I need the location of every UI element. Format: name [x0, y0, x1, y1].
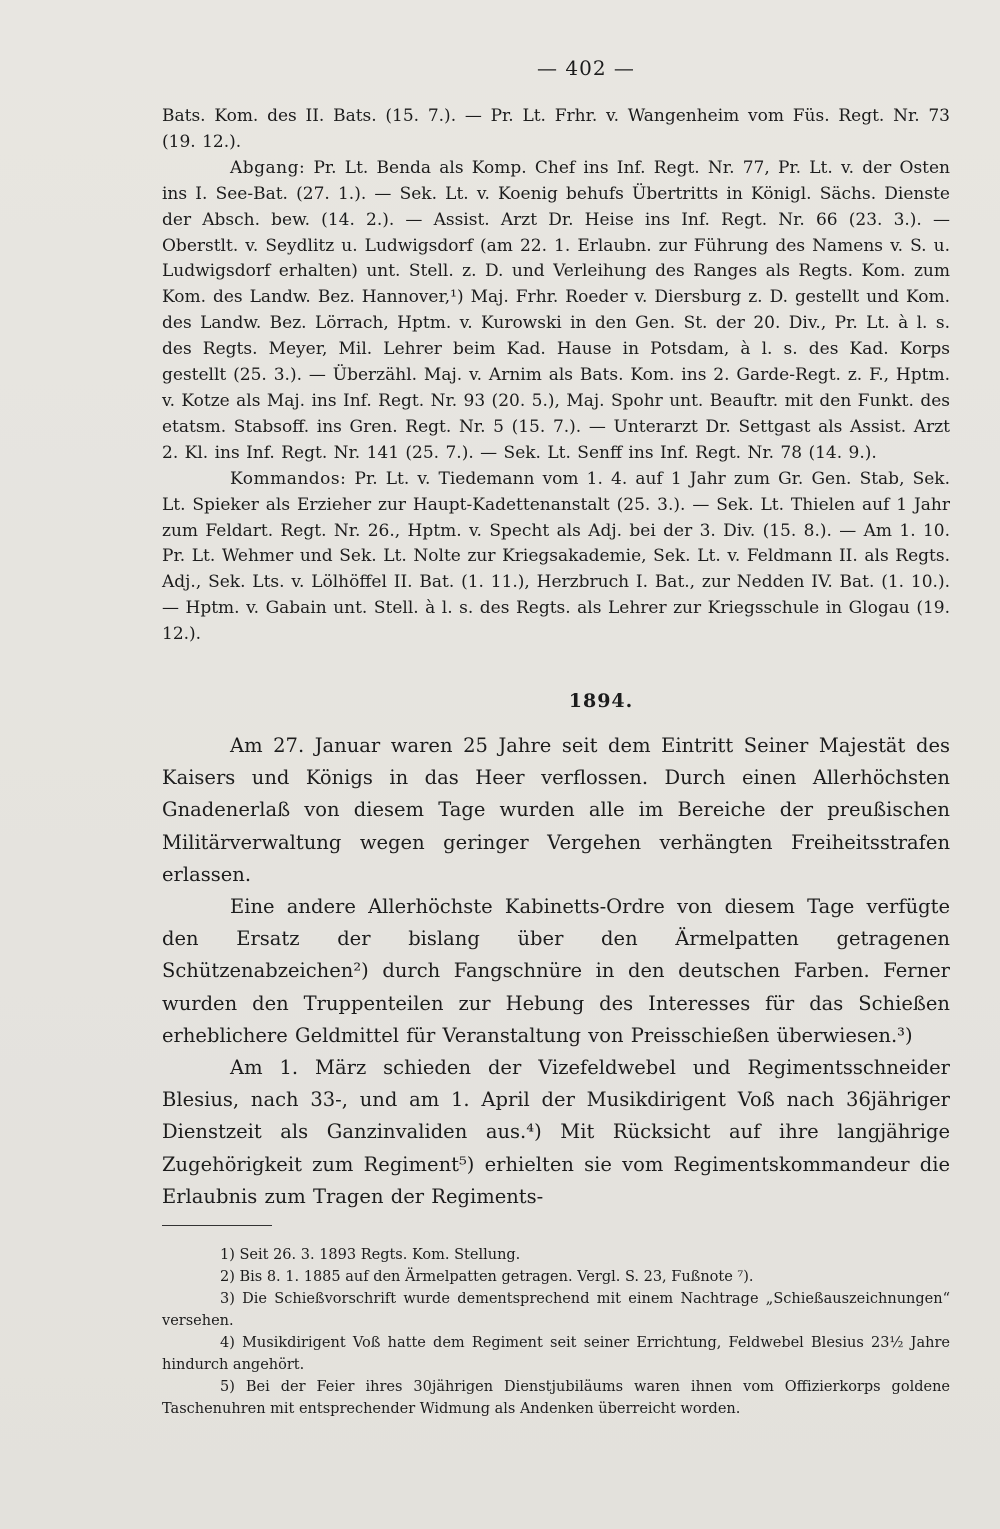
paragraph-text: Pr. Lt. v. Tiedemann vom 1. 4. auf 1 Jahr zum Gr. Gen. Stab, Sek. Lt. Spieker als Erzieher zur Haupt-Kadettenanstalt (25. 3.). — Sek. Lt. Thielen auf 1 Jahr zum Feldart. Regt. Nr. 26., Hptm. v. Specht als Adj. bei der 3. Div. (15. 8.). — Am 1. 10. Pr. Lt. Wehmer und Sek. Lt. Nolte zur Kriegsakademie, Sek. Lt. v. Feldmann II. als Regts. Adj., Sek. Lts. v. Lölhöffel II. Bat. (1. 11.), Herzbruch I. Bat., zur Nedden IV. Bat. (1. 10.). — Hptm. v. Gabain unt. Stell. à l. s. des Regts. als Lehrer zur Kriegsschule in Glogau (19. 12.).	[162, 468, 951, 645]
paragraph-lead: Abgang:	[230, 157, 306, 178]
paragraph-abgang	[162, 156, 950, 467]
paragraph-main: Eine andere Allerhöchste Kabinetts-Ordre von diesem Tage verfügte den Ersatz der bislang über den Ärmelpatten getragenen Schützenabzeichen²) durch Fangschnüre in den deutschen Farben. Ferner wurden den Truppenteilen zur Hebung des Interesses für das Schießen erheblichere Geldmittel für Veranstaltung von Preisschießen überwiesen.³)	[162, 895, 950, 1047]
footnote-divider	[162, 1225, 272, 1226]
paragraph-main: Am 27. Januar waren 25 Jahre seit dem Eintritt Seiner Majestät des Kaisers und Königs in das Heer verflossen. Durch einen Allerhöchsten Gnadenerlaß von diesem Tage wurden alle im Bereiche der preußischen Militärverwaltung wegen geringer Vergehen verhängten Freiheitsstrafen erlassen.	[162, 734, 950, 886]
footnote: 2) Bis 8. 1. 1885 auf den Ärmelpatten getragen. Vergl. S. 23, Fußnote ⁷).	[220, 1269, 754, 1286]
footnote: 3) Die Schießvorschrift wurde dementsprechend mit einem Nachtrage „Schießauszeichnungen“ versehen.	[162, 1291, 950, 1330]
footnotes	[162, 1244, 950, 1420]
footnote: 4) Musikdirigent Voß hatte dem Regiment seit seiner Errichtung, Feldwebel Blesius 23½ Jahre hindurch angehört.	[162, 1335, 950, 1374]
top-section	[162, 104, 950, 648]
year-heading: 1894.	[568, 690, 634, 713]
paragraph-continuation	[162, 104, 950, 156]
paragraph-text: Pr. Lt. Benda als Komp. Chef ins Inf. Regt. Nr. 77, Pr. Lt. v. der Osten ins I. See-Bat. (27. 1.). — Sek. Lt. v. Koenig behufs Übertritts in Königl. Sächs. Dienste der Absch. bew. (14. 2.). — Assist. Arzt Dr. Heise ins Inf. Regt. Nr. 66 (23. 3.). — Oberstlt. v. Seydlitz u. Ludwigsdorf (am 22. 1. Erlaubn. zur Führung des Namens v. S. u. Ludwigsdorf erhalten) unt. Stell. z. D. und Verleihung des Ranges als Regts. Kom. zum Kom. des Landw. Bez. Hannover,¹) Maj. Frhr. Roeder v. Diersburg z. D. gestellt und Kom. des Landw. Bez. Lörrach, Hptm. v. Kurowski in den Gen. St. der 20. Div., Pr. Lt. à l. s. des Regts. Meyer, Mil. Lehrer beim Kad. Hause in Potsdam, à l. s. des Kad. Korps gestellt (25. 3.). — Überzähl. Maj. v. Arnim als Bats. Kom. ins 2. Garde-Regt. z. F., Hptm. v. Kotze als Maj. ins Inf. Regt. Nr. 93 (20. 5.), Maj. Spohr unt. Beauftr. mit den Funkt. des etatsm. Stabsoff. ins Gren. Regt. Nr. 5 (15. 7.). — Unterarzt Dr. Settgast als Assist. Arzt 2. Kl. ins Inf. Regt. Nr. 141 (25. 7.). — Sek. Lt. Senff ins Inf. Regt. Nr. 78 (14. 9.).	[162, 157, 951, 463]
page-number: — 402 —	[537, 56, 635, 80]
main-section	[162, 730, 950, 1213]
paragraph-main: Am 1. März schieden der Vizefeldwebel und Regimentsschneider Blesius, nach 33-, und am 1. April der Musikdirigent Voß nach 36jähriger Dienstzeit als Ganzinvaliden aus.⁴) Mit Rücksicht auf ihre langjährige Zugehörigkeit zum Regiment⁵) erhielten sie vom Regimentskommandeur die Erlaubnis zum Tragen der Regiments-	[162, 1056, 950, 1208]
footnote: 5) Bei der Feier ihres 30jährigen Dienstjubiläums waren ihnen vom Offizierkorps goldene Taschenuhren mit entsprechender Widmung als Andenken überreicht worden.	[162, 1379, 950, 1418]
footnote: 1) Seit 26. 3. 1893 Regts. Kom. Stellung.	[220, 1247, 521, 1264]
paragraph-kommandos	[162, 467, 950, 648]
paragraph-lead: Kommandos:	[230, 468, 347, 489]
paragraph-text: Bats. Kom. des II. Bats. (15. 7.). — Pr. Lt. Frhr. v. Wangenheim vom Füs. Regt. Nr. 73 (19. 12.).	[162, 106, 950, 152]
